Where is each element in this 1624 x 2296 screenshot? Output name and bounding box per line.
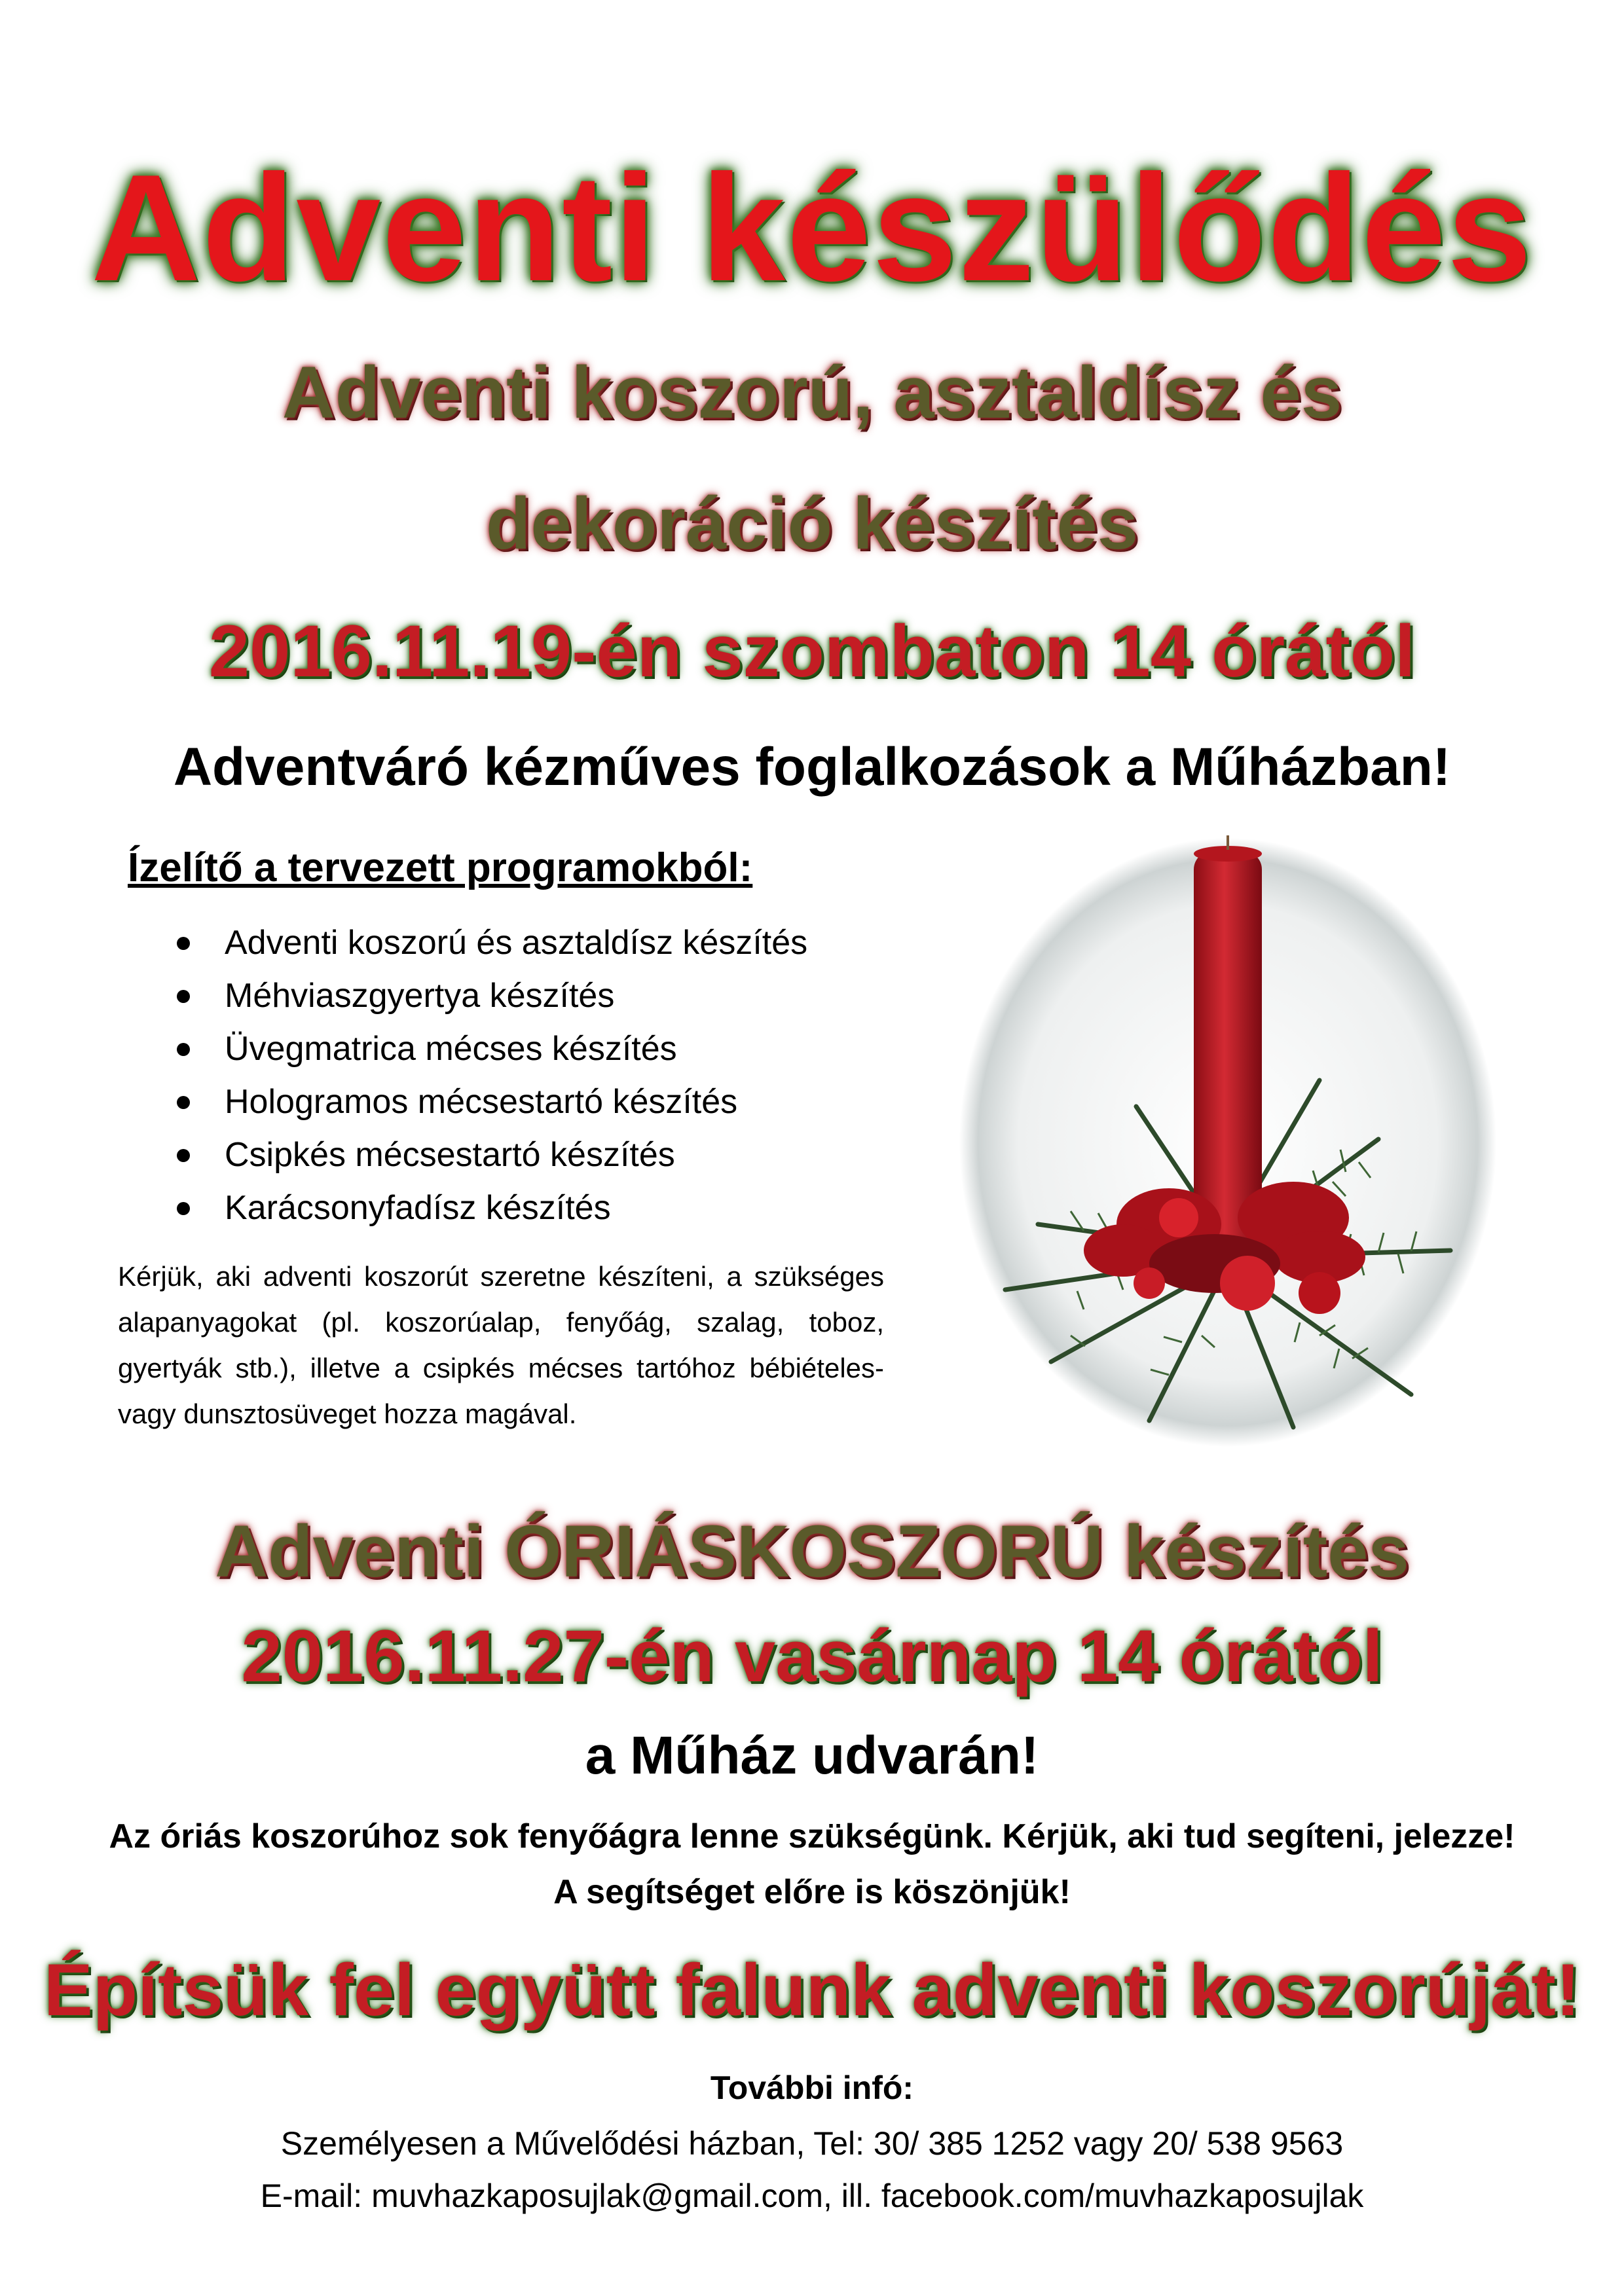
slogan: Építsük fel együtt falunk adventi koszorúját! <box>43 1949 1581 2031</box>
list-item-label: Csipkés mécsestartó készítés <box>225 1136 675 1174</box>
list-item <box>170 970 807 1023</box>
program-list-heading: Ízelítő a tervezett programokból: <box>128 845 753 890</box>
list-item <box>170 1023 807 1076</box>
list-item <box>170 1076 807 1129</box>
contact-email: E-mail: muvhazkaposujlak@gmail.com, ill. facebook.com/muvhazkaposujlak <box>260 2178 1364 2214</box>
bullet-icon <box>177 1202 190 1215</box>
subtitle-line-2: dekoráció készítés <box>485 483 1139 564</box>
help-request-line-1: Az óriás koszorúhoz sok fenyőágra lenne szükségünk. Kérjük, aki tud segíteni, jelezze! <box>109 1817 1515 1855</box>
help-request-line-2: A segítséget előre is köszönjük! <box>553 1873 1071 1911</box>
list-item <box>170 1182 807 1235</box>
list-item-label: Méhviaszgyertya készítés <box>225 977 615 1015</box>
bullet-icon <box>177 1043 190 1056</box>
list-item-label: Hologramos mécsestartó készítés <box>225 1083 738 1121</box>
event-date-2: 2016.11.27-én vasárnap 14 órától <box>241 1615 1383 1697</box>
intro-text: Adventváró kézműves foglalkozások a Műházban! <box>173 737 1451 797</box>
bullet-icon <box>177 990 190 1003</box>
main-title: Adventi készülődés <box>91 143 1533 313</box>
list-item-label: Üvegmatrica mécses készítés <box>225 1030 677 1068</box>
list-item-label: Karácsonyfadísz készítés <box>225 1189 611 1227</box>
materials-request: Kérjük, aki adventi koszorút szeretne készíteni, a szükséges alapanyagokat (pl. koszorúalap, fenyőág, szalag, toboz, gyertyák stb.), illetve a csipkés mécses tartóhoz bébiételes- vagy dunsztosüveget hozza magával. <box>118 1261 884 1429</box>
bullet-icon <box>177 1149 190 1162</box>
list-item <box>170 1129 807 1182</box>
bullet-icon <box>177 1096 190 1109</box>
subtitle-line-1: Adventi koszorú, asztaldísz és <box>282 352 1342 433</box>
bullet-icon <box>177 937 190 950</box>
list-item <box>170 917 807 970</box>
program-list <box>170 917 807 1235</box>
info-label: További infó: <box>710 2069 914 2106</box>
contact-phone: Személyesen a Művelődési házban, Tel: 30/ 385 1252 vagy 20/ 538 9563 <box>280 2125 1344 2162</box>
event-place: a Műház udvarán! <box>585 1726 1039 1785</box>
list-item-label: Adventi koszorú és asztaldísz készítés <box>225 924 808 962</box>
giant-wreath-title: Adventi ÓRIÁSKOSZORÚ készítés <box>215 1510 1409 1592</box>
event-date-1: 2016.11.19-én szombaton 14 órától <box>208 610 1416 692</box>
candle-centerpiece-photo <box>953 831 1503 1453</box>
